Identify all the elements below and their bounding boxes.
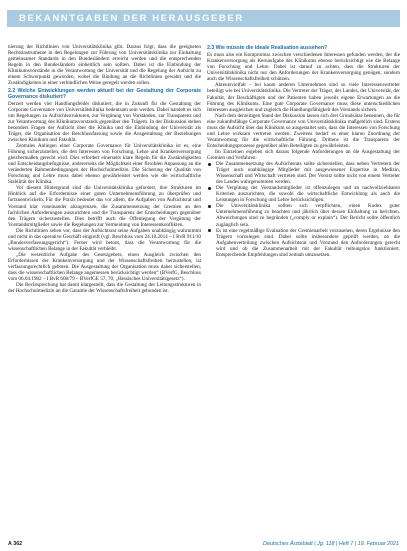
- left-paragraph-4: Vor diesem Hintergrund sind die Universitätsklinika gefordert, ihre Strukturen im Hinblick auf die Erfordernisse einer guten Unternehmensführung zu überprüfen und fortzuentwickeln. Für die Praxis bedeutet das vor allem, die Aufgaben von Aufsichtsrat und Vorstand klar voneinander abzugrenzen, die Zusammensetzung der Gremien an den fachlichen Anforderungen auszurichten und die Transparenz der Entscheidungen gegenüber den Trägern sicherzustellen. Dies betrifft auch die Offenlegung der Vergütung der Vorstandsmitglieder sowie die Regelungen zur Vermeidung von Interessenkonflikten.: [8, 185, 201, 228]
- page-number: A 362: [8, 541, 23, 547]
- bullet-item: Die Universitätsklinika sollten sich verpflichten, einen Kodex guter Unternehmensführung zu beachten und jährlich über dessen Einhaltung zu berichten. Abweichungen sind zu begründen („comply or explain“). Der Bericht sollte öffentlich zugänglich sein.: [207, 203, 400, 227]
- left-paragraph-1: nierung der Richtlinien von Universitätsklinika gibt. Daraus folgt, dass die geeigneten Rechtsinstrumente in den Regelungen zur Führung von Universitätsklinika zur Einhaltung gemeinsamer Standards in den Bundesländern erreicht werden und die entsprechenden Regeln in den Bundesländern einheitlich sein sollten. Dabei ist die Einbindung der Klinikumsvorstände in die Verantwortung der Universität und die Regelung der Aufsicht zu einem Schwerpunkt geworden, wobei die Bindung an die Richtlinien gewahrt und die Zuständigkeiten in einer verbindlichen Weise geregelt werden sollen.: [8, 44, 201, 87]
- section-header-title: BEKANNTGABEN DER HERAUSGEBER: [19, 13, 244, 24]
- section-header-bar: [7, 10, 400, 27]
- right-paragraph-3: Nach dem derzeitigen Stand der Diskussion lassen sich drei Grundsätze benennen, die für eine zukunftsfähige Corporate Governance von Universitätsklinika maßgeblich sind. Erstens muss die Aufsicht über das Klinikum so ausgestaltet sein, dass die Interessen von Forschung und Lehre wirksam vertreten werden. Zweitens bedarf es einer klaren Zuordnung der Verantwortung für die wirtschaftliche Führung. Drittens ist die Transparenz der Entscheidungsprozesse gegenüber allen Beteiligten zu gewährleisten.: [207, 112, 400, 149]
- left-section-heading: 2.2 Welche Entwicklungen werden aktuell bei der Gestaltung der Corporate Governance diskutiert?: [8, 87, 201, 100]
- bullet-item: Die Zusammensetzung des Aufsichtsrats sollte sicherstellen, dass neben Vertretern der Träger auch unabhängige Mitglieder mit ausgewiesener Expertise in Medizin, Wissenschaft und Wirtschaft vertreten sind. Der Vorsitz sollte nicht von einem Vertreter des Landes wahrgenommen werden.: [207, 161, 400, 185]
- left-paragraph-3: Zentrales Anliegen einer Corporate Governance für Universitätsklinika ist es, eine Führung sicherzustellen, die den Interessen von Forschung, Lehre und Krankenversorgung gleichermaßen gerecht wird. Dies erfordert einerseits klare Regeln für die Zuständigkeiten und Entscheidungsbefugnisse, andererseits die Möglichkeit einer flexiblen Anpassung an die veränderten Rahmenbedingungen der Hochschulmedizin. Die Sicherung der Qualität von Forschung und Lehre muss dabei ebenso gewährleistet werden wie die wirtschaftliche Stabilität der Klinika.: [8, 143, 201, 186]
- right-paragraph-1: Es muss also ein Kompromiss zwischen verschiedenen Interessen gefunden werden, der die Krankenversorgung als Kernaufgabe des Klinikums ebenso berücksichtigt wie die Belange von Forschung und Lehre. Dabei ist darauf zu achten, dass die Strukturen der Universitätsklinika nicht nur den Anforderungen der Krankenversorgung genügen, sondern auch die Wissenschaftsfreiheit schützen.: [207, 52, 400, 83]
- left-paragraph-2: Derzeit werden vier Handlungsfelder diskutiert, die in Zukunft für die Gestaltung der Corporate Governance von Universitätsklinika bedeutsam sein werden. Dabei handelt es sich um Regelungen zu Aufsichtsstrukturen, zur Vergütung von Vorständen, zur Transparenz und zur Verantwortung des Klinikumsvorstands gegenüber den Trägern. In der Diskussion stehen besonders Fragen der Aufsicht über die Klinika und die Einbindung der Universität als Träger, die Organisation der Beschlussfassung sowie die Ausgestaltung der Beziehungen zwischen Klinikum und Fakultät.: [8, 100, 201, 143]
- right-column: [207, 44, 400, 535]
- bullet-item: Die Vergütung der Vorstandsmitglieder ist offenzulegen und an nachvollziehbaren Kriterien auszurichten, die sowohl die wirtschaftliche Entwicklung als auch die Leistungen in Forschung und Lehre berücksichtigen.: [207, 185, 400, 203]
- right-paragraph-2: Akteursvielfalt – bei kaum anderen Unternehmen sind so viele Interessenvertreter beteiligt wie bei Universitätsklinika. Die Vertreter der Träger, des Landes, der Universität, der Fakultät, der Beschäftigten und der Patienten haben jeweils eigene Erwartungen an die Führung des Klinikums. Eine gute Corporate Governance muss diese unterschiedlichen Interessen ausgleichen und zugleich die Handlungsfähigkeit des Vorstands sichern.: [207, 82, 400, 113]
- right-paragraph-4: Im Einzelnen ergeben sich daraus folgende Anforderungen an die Ausgestaltung der Gremien und Verfahren:: [207, 148, 400, 161]
- journal-citation: Deutsches Ärzteblatt | Jg. 118 | Heft 7 | 19. Februar 2021: [263, 541, 399, 547]
- requirements-list: [207, 161, 400, 258]
- left-column: [8, 44, 201, 535]
- right-section-heading: 2.3 Wie müsste die ideale Realisation aussehen?: [207, 45, 328, 52]
- page-footer: [0, 541, 407, 551]
- left-paragraph-5: Die Richtlinien sehen vor, dass der Aufsichtsrat seine Aufgaben unabhängig wahrnimmt und nicht in das operative Geschäft eingreift (vgl. Beschluss vom 24.10.2014 – I BvR 911/10 „Bundesverfassungsgericht“). Ferner wird betont, dass die Verantwortung für die wissenschaftlichen Belange in der Fakultät verbleibt.: [8, 227, 201, 252]
- bullet-item: Es ist eine regelmäßige Evaluation der Gremienarbeit vorzusehen, deren Ergebnisse den Trägern vorzulegen sind. Dabei sollte insbesondere geprüft werden, ob die Aufgabenverteilung zwischen Aufsichtsrat und Vorstand den Anforderungen gerecht wird und ob die Zusammenarbeit mit der Fakultät reibungslos funktioniert. Entsprechende Empfehlungen sind zeitnah umzusetzen.: [207, 228, 400, 258]
- left-paragraph-6: „Die wesentliche Aufgabe des Gesetzgebers, einen Ausgleich zwischen den Erfordernissen der Krankenversorgung und der Wissenschaftsfreiheit herzustellen, ist verfassungsrechtlich geboten. Die Ausgestaltung der Organisation muss daher sicherstellen, dass die wissenschaftlichen Belange angemessen berücksichtigt werden“ (BVerfG, Beschluss vom 06.04.1982 – I BvR 608/79 – BVerfGE 57, 70, „Hessisches Universitätsgesetz“).: [8, 251, 201, 283]
- left-paragraph-7: Die Rechtsprechung hat damit klargestellt, dass die Gestaltung der Leitungsstrukturen in der Hochschulmedizin an die Garantie der Wissenschaftsfreiheit gebunden ist.: [8, 282, 201, 295]
